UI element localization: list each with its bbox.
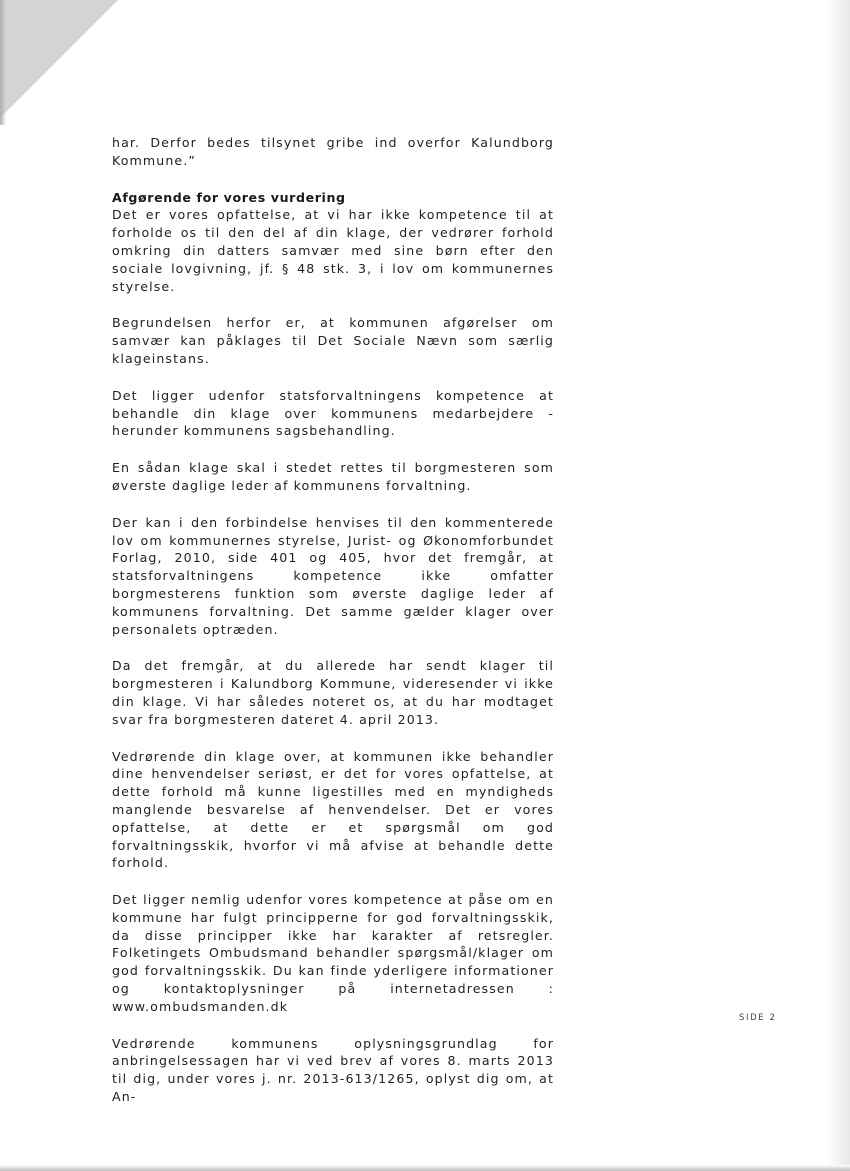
paragraph-inquiries: Vedrørende din klage over, at kommunen ikke behandler dine henvendelser seriøst, er det for vores opfattelse, at dette forhold må kunne ligestilles med en myndigheds manglende besvarelse af henvendelser. Det er vores opfattelse, at dette er et spørgsmål om god forvaltningsskik, hvorfor vi må afvise at behandle dette forhold. — [112, 748, 554, 871]
paragraph-intro: har. Derfor bedes tilsynet gribe ind overfor Kalundborg Kommune.” — [112, 135, 554, 168]
section-assessment — [112, 189, 554, 296]
paragraph-competence: Det ligger udenfor statsforvaltningens kompetence at behandle din klage over kommunens medarbejdere - herunder kommunens sagsbehandling. — [112, 387, 554, 439]
page-number: SIDE 2 — [739, 1013, 777, 1023]
paragraph-basis: Vedrørende kommunens oplysningsgrundlag for anbringelsessagen har vi ved brev af vores 8. marts 2013 til dig, under vores j. nr. 2013-613/1265, oplyst dig om, at An- — [112, 1035, 554, 1105]
paragraph-reference: Der kan i den forbindelse henvises til den kommenterede lov om kommunernes styrelse, Jurist- og Økonomforbundet Forlag, 2010, side 401 og 405, hvor det fremgår, at statsforvaltningens kompetence ikke omfatter borgmesterens funktion som øverste daglige leder af kommunens forvaltning. Det samme gælder klager over personalets optræden. — [112, 514, 554, 637]
scan-edge-right — [826, 0, 850, 1171]
paragraph-reason: Begrundelsen herfor er, at kommunen afgørelser om samvær kan påklages til Det Sociale Nævn som særlig klageinstans. — [112, 315, 554, 366]
paragraph-mayor: En sådan klage skal i stedet rettes til borgmesteren som øverste daglige leder af kommunens forvaltning. — [112, 460, 554, 493]
scan-edge-bottom — [0, 1165, 850, 1171]
paragraph-assessment: Det er vores opfattelse, at vi har ikke kompetence til at forholde os til den del af din klage, der vedrører forhold omkring din datters samvær med sine børn efter den sociale lovgivning, jf. § 48 stk. 3, i lov om kommunernes styrelse. — [112, 207, 554, 294]
paragraph-forwarding: Da det fremgår, at du allerede har sendt klager til borgmesteren i Kalundborg Kommune, videresender vi ikke din klage. Vi har således noteret os, at du har modtaget svar fra borgmesteren dateret 4. april 2013. — [112, 658, 554, 727]
document-body — [112, 134, 554, 1125]
section-heading: Afgørende for vores vurdering — [112, 189, 346, 205]
paragraph-ombudsman: Det ligger nemlig udenfor vores kompetence at påse om en kommune har fulgt principperne for god forvaltningsskik, da disse principper ikke har karakter af retsregler. Folketingets Ombudsmand behandler spørgsmål/klager om god forvaltningsskik. Du kan finde yderligere informationer og kontaktoplysninger på internetadressen : www.ombudsmanden.dk — [112, 892, 554, 1014]
folded-page-corner — [0, 0, 118, 118]
corner-shadow — [0, 0, 6, 125]
